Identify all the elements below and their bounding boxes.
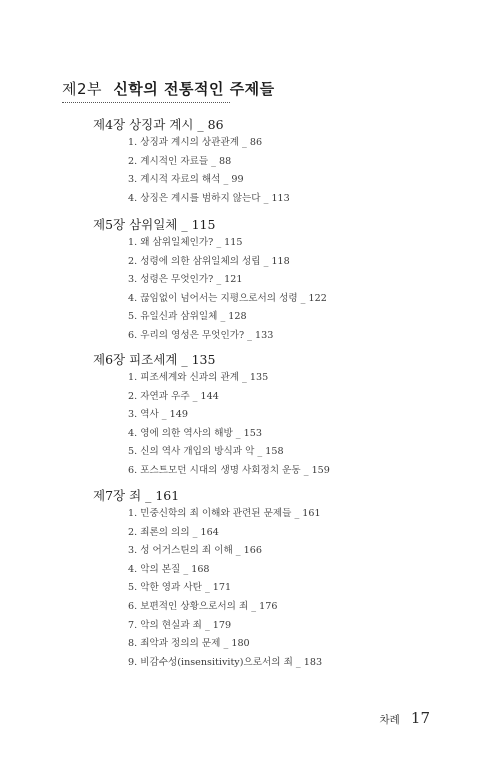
toc-entry: 9. 비감수성(insensitivity)으로서의 죄 _ 183 xyxy=(128,656,323,668)
toc-entry: 6. 포스트모던 시대의 생명 사회정치 운동 _ 159 xyxy=(128,464,330,476)
chapter-5 xyxy=(93,217,327,346)
toc-entry: 5. 신의 역사 개입의 방식과 악 _ 158 xyxy=(128,446,284,458)
toc-entry: 4. 영에 의한 역사의 해방 _ 153 xyxy=(128,427,262,439)
part-title: 신학의 전통적인 주제들 xyxy=(113,80,275,98)
section-list xyxy=(128,234,327,346)
section-list xyxy=(128,505,322,672)
toc-entry: 5. 악한 영과 사탄 _ 171 xyxy=(128,582,232,594)
toc-entry: 6. 우리의 영성은 무엇인가? _ 133 xyxy=(128,329,274,341)
chapter-title: 제7장 죄 _ 161 xyxy=(93,488,180,503)
chapter-4 xyxy=(93,117,290,208)
chapter-title: 제6장 피조세계 _ 135 xyxy=(93,352,216,367)
chapter-title: 제4장 상징과 계시 _ 86 xyxy=(93,117,224,132)
toc-entry: 3. 성령은 무엇인가? _ 121 xyxy=(128,274,243,286)
part-number: 제2부 xyxy=(62,80,103,98)
section-list xyxy=(128,134,290,208)
page-footer xyxy=(380,708,430,727)
chapter-7 xyxy=(93,488,322,672)
toc-entry: 4. 상징은 계시를 범하지 않는다 _ 113 xyxy=(128,192,290,204)
toc-entry: 4. 악의 본질 _ 168 xyxy=(128,563,210,575)
toc-entry: 1. 상징과 계시의 상관관계 _ 86 xyxy=(128,137,263,148)
chapter-6 xyxy=(93,352,330,481)
toc-entry: 3. 역사 _ 149 xyxy=(128,409,188,421)
toc-entry: 5. 유일신과 삼위일체 _ 128 xyxy=(128,311,247,323)
page-number: 17 xyxy=(410,709,430,727)
toc-entry: 3. 성 어거스틴의 죄 이해 _ 166 xyxy=(128,545,262,557)
toc-entry: 7. 악의 현실과 죄 _ 179 xyxy=(128,619,232,631)
toc-entry: 2. 계시적인 자료들 _ 88 xyxy=(128,155,232,167)
toc-entry: 1. 왜 삼위일체인가? _ 115 xyxy=(128,237,243,248)
toc-entry: 8. 죄악과 정의의 문제 _ 180 xyxy=(128,638,250,650)
toc-entry: 6. 보편적인 상황으로서의 죄 _ 176 xyxy=(128,600,278,612)
chapter-title: 제5장 삼위일체 _ 115 xyxy=(93,217,216,232)
toc-entry: 4. 끊임없이 넘어서는 지평으로서의 성령 _ 122 xyxy=(128,292,327,304)
toc-entry: 3. 계시적 자료의 해석 _ 99 xyxy=(128,174,244,186)
toc-entry: 1. 피조세계와 신과의 관계 _ 135 xyxy=(128,372,269,383)
toc-entry: 2. 성령에 의한 삼위일체의 성립 _ 118 xyxy=(128,255,290,267)
section-list xyxy=(128,369,330,481)
toc-entry: 2. 자연과 우주 _ 144 xyxy=(128,390,219,402)
toc-entry: 1. 민중신학의 죄 이해와 관련된 문제들 _ 161 xyxy=(128,508,321,519)
footer-label: 차례 xyxy=(379,714,400,726)
part-dotted-rule xyxy=(62,102,230,103)
toc-entry: 2. 죄론의 의의 _ 164 xyxy=(128,526,219,538)
part-heading xyxy=(62,78,275,99)
